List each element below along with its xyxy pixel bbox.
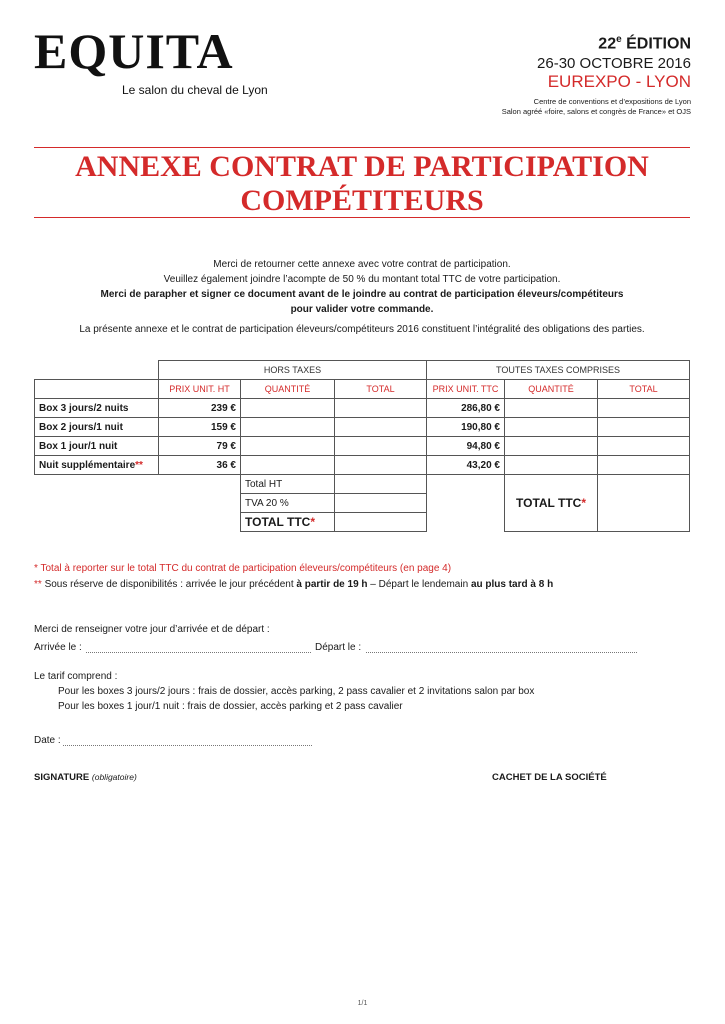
note-2-c: – Départ le lendemain <box>367 579 471 590</box>
col-prix-ht: PRIX UNIT. HT <box>159 380 241 399</box>
note-2-d: au plus tard à 8 h <box>470 579 554 590</box>
table-row <box>35 437 690 456</box>
venue-line-2: Salon agréé «foire, salons et congrès de France» et OJS <box>501 107 691 116</box>
total-ttc-cell[interactable] <box>598 456 690 475</box>
title-line-1: ANNEXE CONTRAT DE PARTICIPATION <box>75 150 649 183</box>
pricing-table <box>34 360 690 532</box>
page-title <box>34 150 690 218</box>
intro-line-2: Veuillez également joindre l’acompte de 50 % du montant total TTC de votre participation. <box>163 274 561 285</box>
venue-details <box>502 97 691 117</box>
edition-word: ÉDITION <box>621 35 691 53</box>
price-ttc: 190,80 € <box>427 418 505 437</box>
venue: EUREXPO - LYON <box>547 72 691 91</box>
tva-label: TVA 20 % <box>241 494 335 513</box>
departure-label: Départ le : <box>315 642 362 653</box>
total-ttc-left-value[interactable] <box>335 513 427 532</box>
price-ht: 79 € <box>159 437 241 456</box>
note-2-mark: ** <box>34 579 42 590</box>
quantity-ht-cell[interactable] <box>241 418 335 437</box>
row-label: Box 1 jour/1 nuit <box>35 437 159 456</box>
row-label <box>35 456 159 475</box>
price-ht: 239 € <box>159 399 241 418</box>
total-ttc-left-text: TOTAL TTC <box>245 515 311 529</box>
total-ttc-right-label <box>505 475 598 532</box>
note-1: * Total à reporter sur le total TTC du contrat de participation éleveurs/compétiteurs (en page 4) <box>34 563 452 574</box>
total-ttc-cell[interactable] <box>598 399 690 418</box>
edition-sup: e <box>616 34 622 45</box>
edition <box>598 34 691 53</box>
table-row <box>35 399 690 418</box>
dates-intro: Merci de renseigner votre jour d’arrivée et de départ : <box>34 624 270 635</box>
tarif-heading: Le tarif comprend : <box>34 671 118 682</box>
quantity-ht-cell[interactable] <box>241 399 335 418</box>
intro-block <box>34 257 690 317</box>
page-number: 1/1 <box>357 1000 368 1007</box>
total-ttc-left-label <box>241 513 335 532</box>
quantity-ttc-cell[interactable] <box>505 456 598 475</box>
departure-field[interactable] <box>366 642 637 653</box>
total-ht-cell[interactable] <box>335 437 427 456</box>
total-ttc-cell[interactable] <box>598 418 690 437</box>
group-header-ht: HORS TAXES <box>159 361 427 380</box>
intro-line-1: Merci de retourner cette annexe avec votre contrat de participation. <box>213 259 511 270</box>
event-dates: 26-30 OCTOBRE 2016 <box>537 55 691 72</box>
price-ht: 36 € <box>159 456 241 475</box>
intro-line-3: Merci de parapher et signer ce document avant de le joindre au contrat de participation éleveurs/compétiteurs <box>100 289 624 300</box>
arrival-label: Arrivée le : <box>34 642 82 653</box>
title-rule-top <box>34 147 690 148</box>
price-ttc: 94,80 € <box>427 437 505 456</box>
col-quantite-ht: QUANTITÉ <box>241 380 335 399</box>
cachet-label: CACHET DE LA SOCIÉTÉ <box>492 772 607 783</box>
table-row <box>35 456 690 475</box>
tarif-line-1: Pour les boxes 3 jours/2 jours : frais de dossier, accès parking, 2 pass cavalier et 2 invitations salon par box <box>58 686 535 697</box>
edition-number: 22 <box>598 35 617 53</box>
group-header-ttc: TOUTES TAXES COMPRISES <box>427 361 690 380</box>
total-ttc-left-mark: * <box>310 515 315 529</box>
col-prix-ttc: PRIX UNIT. TTC <box>427 380 505 399</box>
tva-value[interactable] <box>335 494 427 513</box>
note-2-b: à partir de 19 h <box>296 579 368 590</box>
total-ttc-right-value[interactable] <box>598 475 690 532</box>
price-ttc: 286,80 € <box>427 399 505 418</box>
total-ht-label: Total HT <box>241 475 335 494</box>
total-ttc-right-mark: * <box>581 496 586 510</box>
quantity-ttc-cell[interactable] <box>505 399 598 418</box>
date-label: Date : <box>34 735 61 746</box>
row-label: Box 2 jours/1 nuit <box>35 418 159 437</box>
row-label: Box 3 jours/2 nuits <box>35 399 159 418</box>
arrival-field[interactable] <box>86 642 311 653</box>
intro-line-4: pour valider votre commande. <box>290 304 434 315</box>
signature-note: (obligatoire) <box>91 772 137 782</box>
col-total-ht: TOTAL <box>335 380 427 399</box>
signature-label <box>34 772 137 783</box>
quantity-ht-cell[interactable] <box>241 456 335 475</box>
quantity-ttc-cell[interactable] <box>505 437 598 456</box>
total-ht-value[interactable] <box>335 475 427 494</box>
note-2 <box>34 579 553 590</box>
total-ttc-cell[interactable] <box>598 437 690 456</box>
row-label-text: Nuit supplémentaire <box>39 459 136 471</box>
total-ttc-right-text: TOTAL TTC <box>516 496 582 510</box>
note-2-a: Sous réserve de disponibilités : arrivée le jour précédent <box>41 579 297 590</box>
total-ht-cell[interactable] <box>335 456 427 475</box>
signature-text: SIGNATURE <box>34 772 90 783</box>
price-ttc: 43,20 € <box>427 456 505 475</box>
title-line-2: COMPÉTITEURS <box>240 184 484 217</box>
col-total-ttc: TOTAL <box>598 380 690 399</box>
quantity-ht-cell[interactable] <box>241 437 335 456</box>
row-label-mark: ** <box>135 459 143 471</box>
table-row <box>35 418 690 437</box>
equita-logo: EQUITA <box>34 23 234 79</box>
tagline: Le salon du cheval de Lyon <box>122 83 268 97</box>
intro-line-5: La présente annexe et le contrat de participation éleveurs/compétiteurs 2016 constituent l’intégralité des obligations des parties. <box>79 324 645 335</box>
quantity-ttc-cell[interactable] <box>505 418 598 437</box>
venue-line-1: Centre de conventions et d’expositions de Lyon <box>533 97 691 106</box>
col-quantite-ttc: QUANTITÉ <box>505 380 598 399</box>
total-ht-cell[interactable] <box>335 399 427 418</box>
price-ht: 159 € <box>159 418 241 437</box>
date-field[interactable] <box>63 735 312 746</box>
title-rule-bottom <box>34 217 690 218</box>
total-ht-cell[interactable] <box>335 418 427 437</box>
tarif-line-2: Pour les boxes 1 jour/1 nuit : frais de dossier, accès parking et 2 pass cavalier <box>58 701 403 712</box>
